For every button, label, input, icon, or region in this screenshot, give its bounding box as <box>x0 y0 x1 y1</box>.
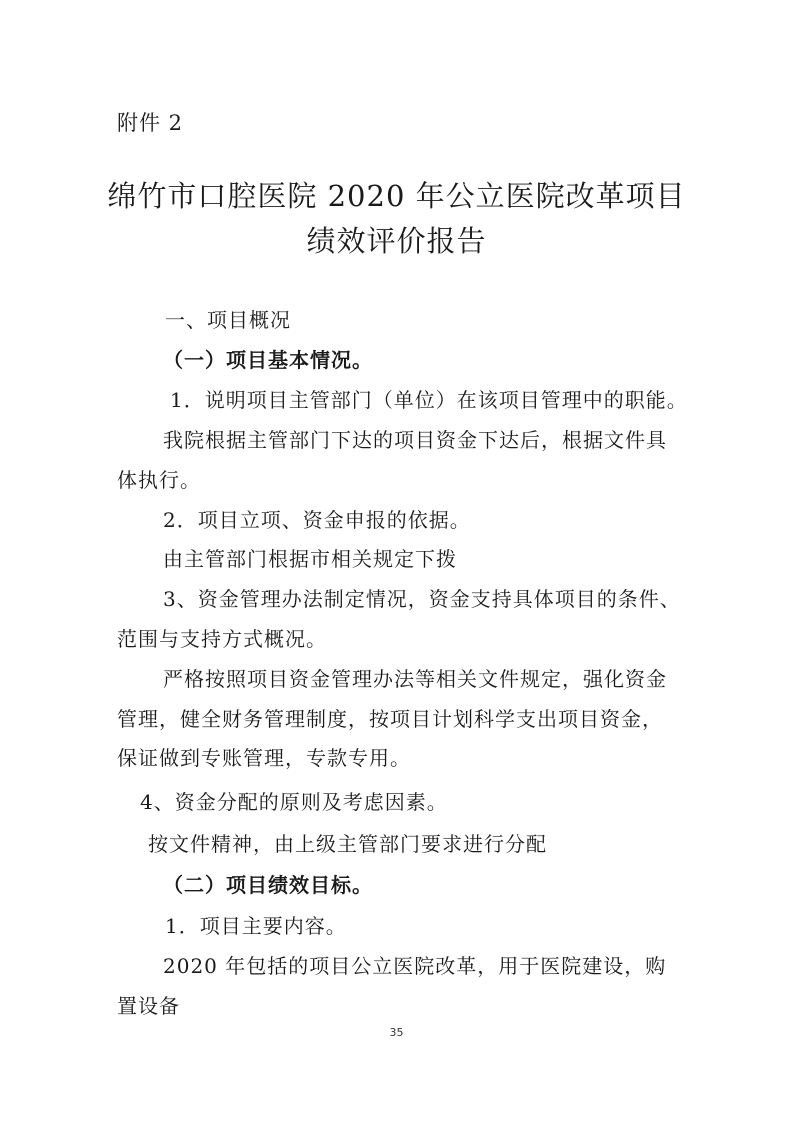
item-1-text-line-2: 体执行。 <box>117 468 201 492</box>
item-1-text-line-1: 我院根据主管部门下达的项目资金下达后，根据文件具 <box>163 428 667 452</box>
item-3-text-line-2: 管理，健全财务管理制度，按项目计划科学支出项目资金， <box>117 707 663 731</box>
subsection-2-heading: （二）项目绩效目标。 <box>163 873 373 897</box>
subsection-1-heading: （一）项目基本情况。 <box>163 348 373 372</box>
report-title-line-2: 绩效评价报告 <box>306 224 487 258</box>
section-1-heading: 一、项目概况 <box>165 308 291 332</box>
report-title-line-1: 绵竹市口腔医院 2020 年公立医院改革项目 <box>107 179 686 213</box>
item-5-text-line-1: 2020 年包括的项目公立医院改革，用于医院建设，购 <box>163 954 667 978</box>
item-2-text: 由主管部门根据市相关规定下拨 <box>163 547 457 571</box>
item-3-heading-line-2: 范围与支持方式概况。 <box>117 627 327 651</box>
item-1-heading: 1．说明项目主管部门（单位）在该项目管理中的职能。 <box>170 388 688 412</box>
item-3-text-line-1: 严格按照项目资金管理办法等相关文件规定，强化资金 <box>163 667 667 691</box>
attachment-label: 附件 2 <box>117 111 184 135</box>
item-2-heading: 2．项目立项、资金申报的依据。 <box>163 508 471 532</box>
item-3-heading-line-1: 3、资金管理办法制定情况，资金支持具体项目的条件、 <box>163 587 681 611</box>
item-5-heading: 1．项目主要内容。 <box>165 914 347 938</box>
item-3-text-line-3: 保证做到专账管理，专款专用。 <box>117 746 411 770</box>
item-4-heading: 4、资金分配的原则及考虑因素。 <box>140 790 448 814</box>
item-5-text-line-2: 置设备 <box>117 994 180 1018</box>
page-number: 35 <box>389 1026 404 1039</box>
item-4-text: 按文件精神，由上级主管部门要求进行分配 <box>148 832 547 856</box>
